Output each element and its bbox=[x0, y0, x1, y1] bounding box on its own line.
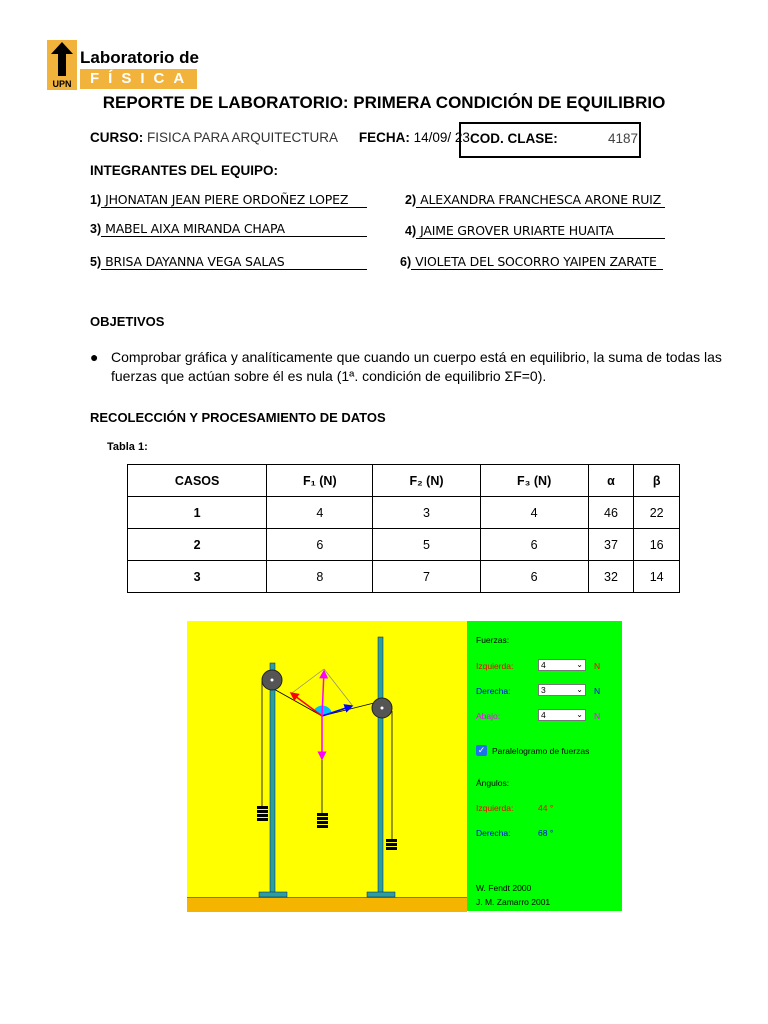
derecha-unit: N bbox=[594, 686, 601, 696]
table-cell: 14 bbox=[634, 561, 680, 593]
member-3 bbox=[90, 220, 367, 238]
izquierda-label: Izquierda: bbox=[476, 661, 514, 671]
center-weights-icon bbox=[317, 813, 328, 828]
izquierda-unit: N bbox=[594, 661, 601, 671]
member-5 bbox=[90, 253, 367, 271]
chevron-down-icon: ⌄ bbox=[576, 685, 583, 694]
logo-lab-text: Laboratorio de bbox=[80, 48, 200, 67]
member-name: BRISA DAYANNA VEGA SALAS bbox=[101, 254, 367, 270]
member-num: 1) bbox=[90, 193, 102, 207]
abajo-select-value: 4 bbox=[541, 710, 546, 720]
curso-value: FISICA PARA ARQUITECTURA bbox=[147, 130, 338, 145]
upn-logo-icon bbox=[47, 40, 77, 90]
member-6 bbox=[400, 253, 663, 271]
table-cell: 6 bbox=[480, 561, 588, 593]
angulo-derecha-label: Derecha: bbox=[476, 828, 511, 838]
right-weights-icon bbox=[386, 839, 397, 850]
member-name: VIOLETA DEL SOCORRO YAIPEN ZARATE bbox=[411, 254, 663, 270]
cod-clase-value: 4187 bbox=[608, 131, 639, 146]
angulo-izquierda-label: Izquierda: bbox=[476, 803, 514, 813]
table-cell: 5 bbox=[373, 529, 480, 561]
logo-fisica-text: FÍSICA bbox=[80, 69, 197, 89]
member-name: ALEXANDRA FRANCHESCA ARONE RUIZ bbox=[416, 192, 665, 208]
cod-clase-label: COD. CLASE: bbox=[470, 131, 558, 146]
fecha-value: 14/09/ 23 bbox=[413, 130, 470, 145]
member-num: 3) bbox=[90, 222, 102, 236]
member-4 bbox=[405, 222, 665, 240]
data-table bbox=[127, 464, 680, 593]
col-header: F₂ (N) bbox=[373, 465, 480, 497]
abajo-label: Abajo: bbox=[476, 711, 501, 721]
table-cell: 7 bbox=[373, 561, 480, 593]
member-name: MABEL AIXA MIRANDA CHAPA bbox=[101, 221, 367, 237]
table-row bbox=[128, 497, 680, 529]
objetivo-text: Comprobar gráfica y analíticamente que cuando un cuerpo está en equilibrio, la suma de todas las fuerzas que actúan sobre él es nula (1ª. condición de equilibrio ΣF=0). bbox=[111, 349, 722, 384]
table-header-row bbox=[128, 465, 680, 497]
fecha-label: FECHA: bbox=[358, 130, 410, 145]
member-num: 6) bbox=[400, 255, 412, 269]
col-header: α bbox=[588, 465, 634, 497]
integrantes-heading: INTEGRANTES DEL EQUIPO: bbox=[90, 163, 279, 178]
table-cell: 3 bbox=[373, 497, 480, 529]
abajo-unit: N bbox=[594, 711, 601, 721]
member-num: 5) bbox=[90, 255, 102, 269]
curso-label: CURSO: bbox=[90, 130, 144, 145]
table-cell: 37 bbox=[588, 529, 634, 561]
table-row bbox=[128, 529, 680, 561]
angulos-label: Ángulos: bbox=[476, 778, 510, 788]
table-cell: 46 bbox=[588, 497, 634, 529]
fuerzas-label: Fuerzas: bbox=[476, 635, 510, 645]
member-2 bbox=[405, 191, 665, 209]
credit-fendt: W. Fendt 2000 bbox=[476, 883, 532, 893]
izquierda-select[interactable] bbox=[538, 659, 586, 671]
table-cell: 32 bbox=[588, 561, 634, 593]
paralelogramo-checkbox[interactable]: ✓ bbox=[477, 745, 486, 755]
force-table-diagram bbox=[187, 621, 467, 911]
table-cell: 1 bbox=[128, 497, 267, 529]
credit-zamarro: J. M. Zamarro 2001 bbox=[476, 897, 551, 907]
abajo-select[interactable] bbox=[538, 709, 586, 721]
angulo-derecha-value: 68 ° bbox=[538, 828, 554, 838]
member-name: JHONATAN JEAN PIERE ORDOÑEZ LOPEZ bbox=[101, 192, 367, 208]
left-pole bbox=[259, 663, 287, 897]
table-label: Tabla 1: bbox=[107, 441, 148, 453]
chevron-down-icon: ⌄ bbox=[576, 660, 583, 669]
objetivos-heading: OBJETIVOS bbox=[90, 314, 165, 329]
table-cell: 8 bbox=[267, 561, 373, 593]
curso-line bbox=[90, 130, 470, 145]
table-cell: 4 bbox=[480, 497, 588, 529]
recoleccion-heading: RECOLECCIÓN Y PROCESAMIENTO DE DATOS bbox=[90, 410, 386, 425]
left-weights-icon bbox=[257, 806, 268, 821]
logo-mark-text: UPN bbox=[52, 79, 72, 89]
table-cell: 3 bbox=[128, 561, 267, 593]
table-row bbox=[128, 561, 680, 593]
table-cell: 6 bbox=[267, 529, 373, 561]
derecha-label: Derecha: bbox=[476, 686, 511, 696]
bullet-icon: ● bbox=[90, 349, 99, 365]
izquierda-select-value: 4 bbox=[541, 660, 546, 670]
table-cell: 2 bbox=[128, 529, 267, 561]
angulo-izquierda-value: 44 ° bbox=[538, 803, 554, 813]
member-1 bbox=[90, 191, 367, 209]
col-header: β bbox=[634, 465, 680, 497]
paralelogramo-label: Paralelogramo de fuerzas bbox=[492, 746, 590, 756]
derecha-select-value: 3 bbox=[541, 685, 546, 695]
table-cell: 16 bbox=[634, 529, 680, 561]
member-name: JAIME GROVER URIARTE HUAITA bbox=[416, 223, 665, 239]
right-pole bbox=[367, 637, 395, 897]
chevron-down-icon: ⌄ bbox=[576, 710, 583, 719]
col-header: F₃ (N) bbox=[480, 465, 588, 497]
member-num: 4) bbox=[405, 224, 417, 238]
col-header: CASOS bbox=[128, 465, 267, 497]
table-cell: 4 bbox=[267, 497, 373, 529]
page-title: REPORTE DE LABORATORIO: PRIMERA CONDICIÓN DE EQUILIBRIO bbox=[102, 93, 666, 112]
table-cell: 6 bbox=[480, 529, 588, 561]
member-num: 2) bbox=[405, 193, 417, 207]
force-left-arrow bbox=[291, 693, 322, 716]
table-cell: 22 bbox=[634, 497, 680, 529]
col-header: F₁ (N) bbox=[267, 465, 373, 497]
derecha-select[interactable] bbox=[538, 684, 586, 696]
